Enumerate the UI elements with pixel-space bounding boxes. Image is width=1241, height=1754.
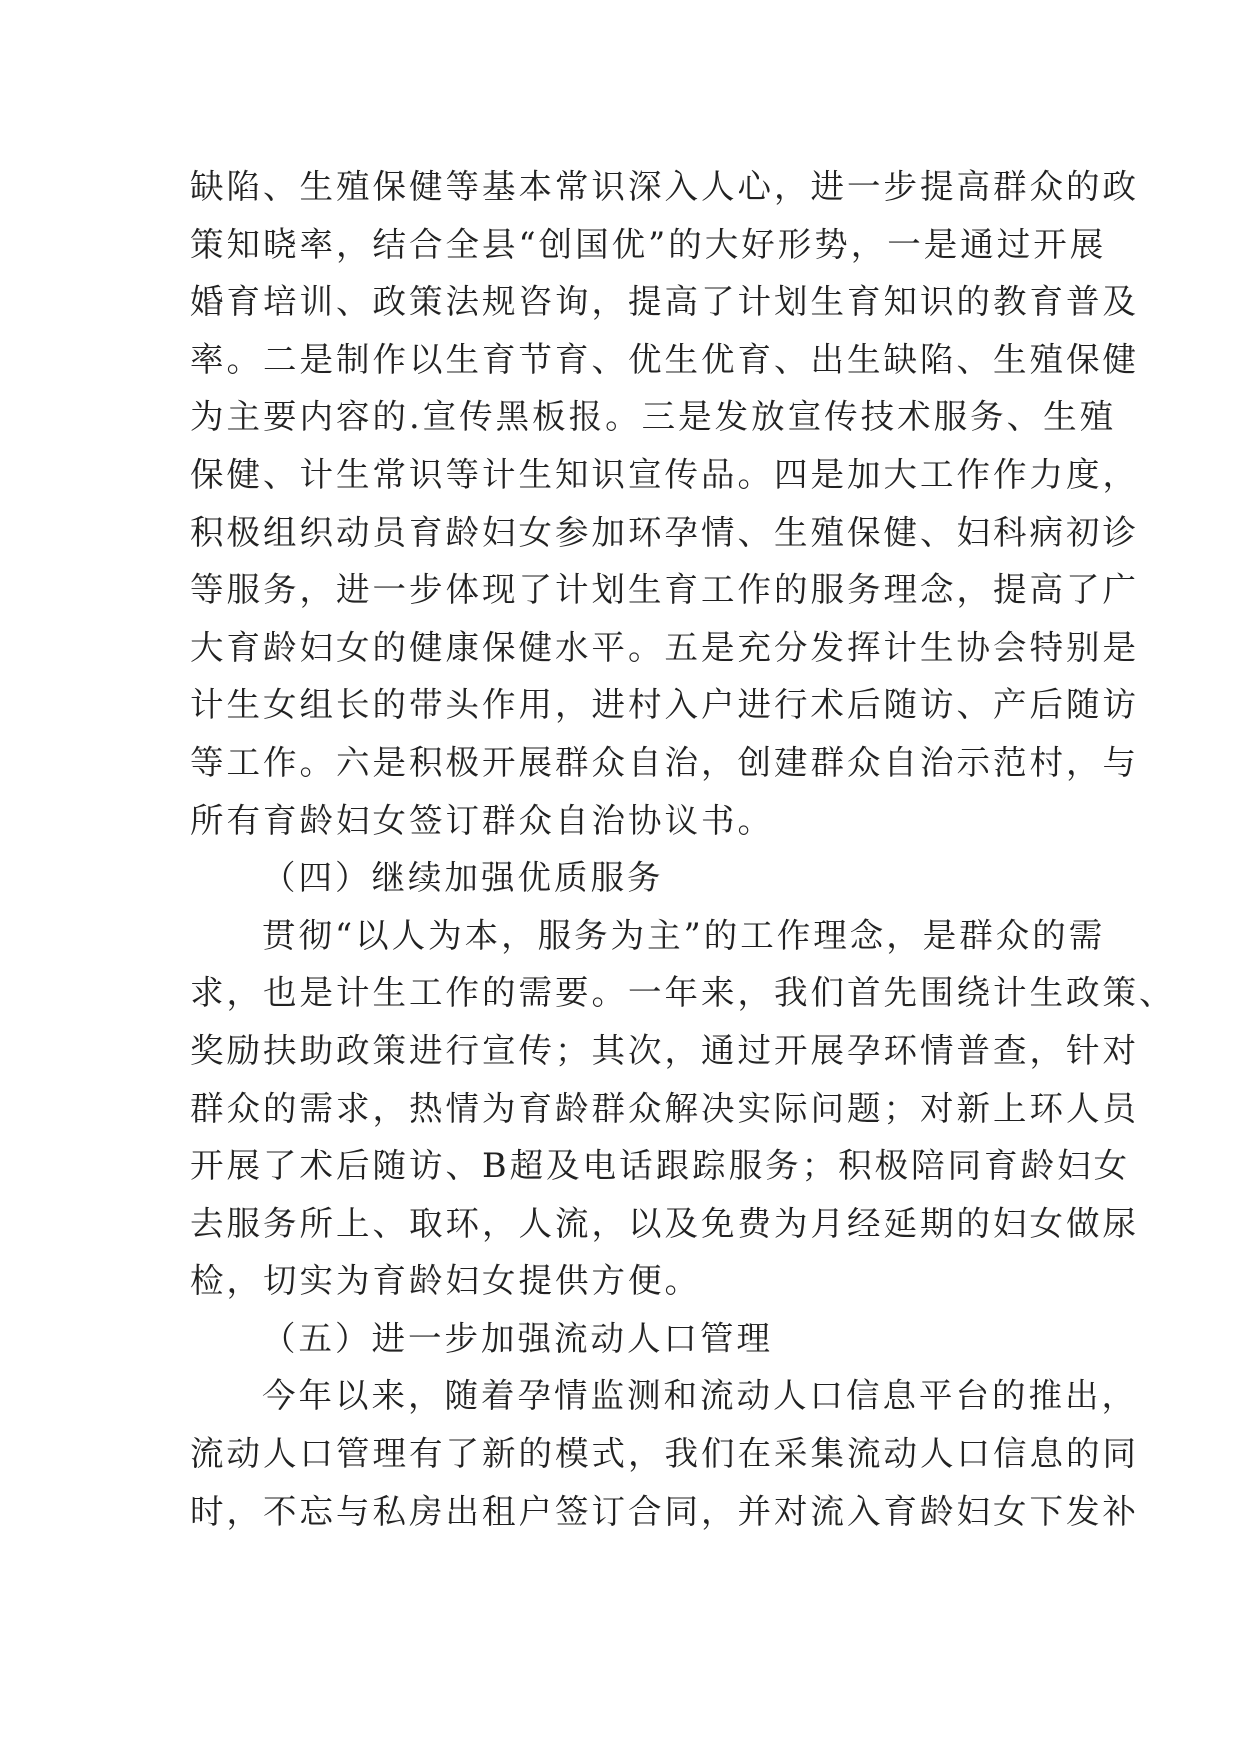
body-line: 求，也是计生工作的需要。一年来，我们首先围绕计生政策、 (190, 973, 1176, 1013)
body-line: 缺陷、生殖保健等基本常识深入人心，进一步提高群众的政 (190, 167, 1139, 206)
body-line: 流动人口管理有了新的模式，我们在采集流动人口信息的同 (190, 1434, 1139, 1474)
document-body (190, 158, 1176, 1540)
body-line: 奖励扶助政策进行宣传；其次，通过开展孕环情普查，针对 (190, 1030, 1139, 1070)
body-line: 策知晓率，结合全县“创国优”的大好形势，一是通过开展 (190, 224, 1107, 264)
body-line: 计生女组长的带头作用，进村入户进行术后随访、产后随访 (190, 685, 1139, 725)
section-heading: （五）进一步加强流动人口管理 (262, 1318, 773, 1358)
body-line: 保健、计生常识等计生知识宣传品。四是加大工作作力度， (190, 454, 1139, 494)
body-line: 率。二是制作以生育节育、优生优育、出生缺陷、生殖保健 (190, 339, 1139, 379)
body-line: 贯彻“以人为本，服务为主”的工作理念，是群众的需 (262, 915, 1106, 955)
section-heading: （四）继续加强优质服务 (262, 858, 664, 898)
body-line: 时，不忘与私房出租户签订合同，并对流入育龄妇女下发补 (190, 1491, 1139, 1531)
body-line: 积极组织动员育龄妇女参加环孕情、生殖保健、妇科病初诊 (190, 512, 1139, 552)
body-line: 等工作。六是积极开展群众自治，创建群众自治示范村，与 (190, 742, 1139, 782)
body-line: 等服务，进一步体现了计划生育工作的服务理念，提高了广 (190, 570, 1139, 610)
body-line: 检，切实为育龄妇女提供方便。 (190, 1261, 701, 1301)
body-line: 开展了术后随访、B超及电话跟踪服务；积极陪同育龄妇女 (190, 1146, 1131, 1186)
body-line: 婚育培训、政策法规咨询，提高了计划生育知识的教育普及 (190, 282, 1139, 322)
body-line: 所有育龄妇女签订群众自治协议书。 (190, 800, 774, 840)
body-line: 去服务所上、取环，人流，以及免费为月经延期的妇女做尿 (190, 1203, 1139, 1243)
body-line: 群众的需求，热情为育龄群众解决实际问题；对新上环人员 (190, 1088, 1139, 1128)
body-line: 大育龄妇女的健康保健水平。五是充分发挥计生协会特别是 (190, 627, 1139, 667)
body-line: 今年以来，随着孕情监测和流动人口信息平台的推出， (262, 1376, 1138, 1416)
body-line: 为主要内容的.宣传黑板报。三是发放宣传技术服务、生殖 (190, 397, 1117, 437)
